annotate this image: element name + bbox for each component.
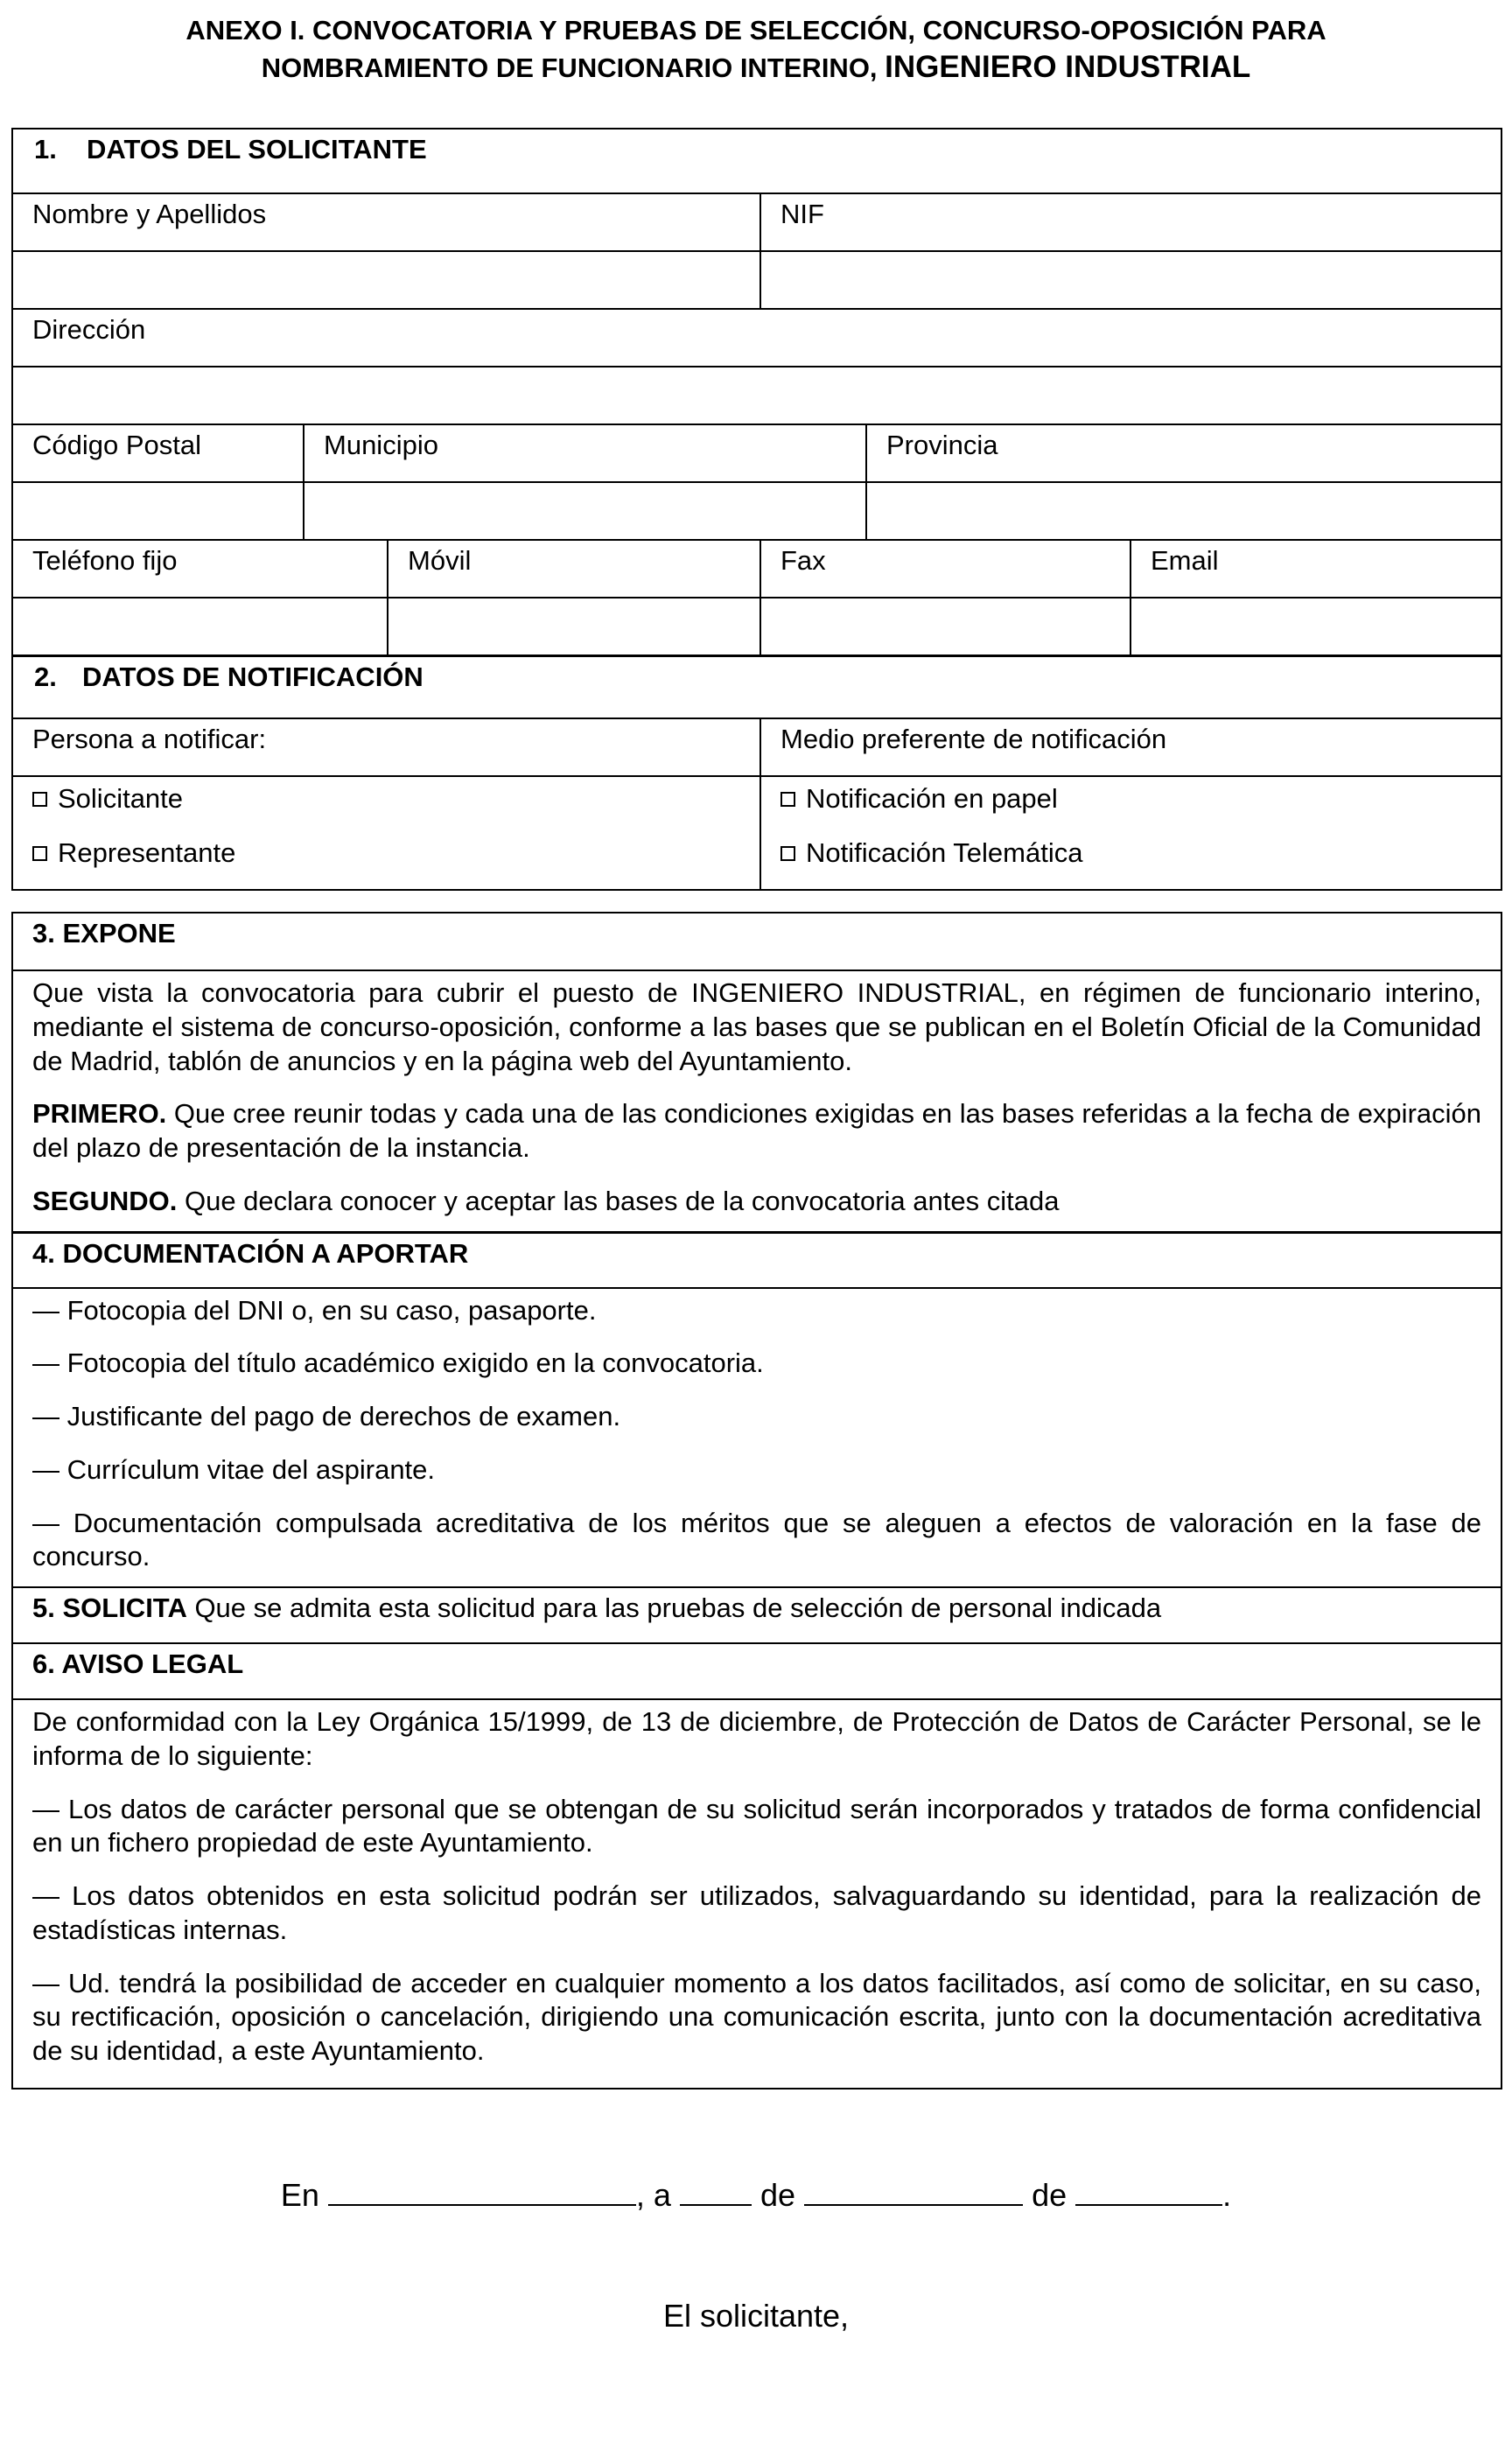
- section2-header-row: [13, 654, 1501, 718]
- telematica-checkbox[interactable]: [780, 846, 795, 861]
- name-input-row: [13, 250, 1501, 308]
- solicitante-checkbox[interactable]: [32, 792, 47, 807]
- year-prefix: de: [1032, 2177, 1068, 2213]
- fax-field[interactable]: [760, 598, 1130, 654]
- section1-title: DATOS DEL SOLICITANTE: [87, 134, 427, 164]
- email-label: Email: [1130, 541, 1501, 597]
- section3-heading: 3. EXPONE: [32, 918, 176, 948]
- section4-header-row: [13, 1231, 1501, 1287]
- month-prefix: de: [760, 2177, 796, 2213]
- section5-row: [13, 1586, 1501, 1642]
- date-period: .: [1222, 2177, 1232, 2213]
- postal-code-field[interactable]: [13, 483, 303, 539]
- segundo-text: Que declara conocer y aceptar las bases de la convocatoria antes citada: [177, 1185, 1060, 1216]
- section5-heading: 5. SOLICITA: [32, 1592, 187, 1623]
- section2-number: 2.: [34, 662, 57, 692]
- medium-options: [760, 777, 1501, 889]
- segundo-paragraph: [32, 1185, 1481, 1219]
- representante-checkbox[interactable]: [32, 846, 47, 861]
- notification-medium-label: Medio preferente de notificación: [760, 719, 1501, 775]
- section4-body-row: [13, 1287, 1501, 1587]
- doc-item: — Documentación compulsada acreditativa de los méritos que se aleguen a efectos de valoración en la fase de concurso.: [32, 1507, 1481, 1572]
- representante-label: Representante: [58, 837, 236, 868]
- nif-field[interactable]: [760, 252, 1501, 308]
- place-label: En: [280, 2177, 319, 2213]
- municipality-label: Municipio: [303, 425, 865, 481]
- section6-body-row: [13, 1698, 1501, 2088]
- section4-body: [13, 1289, 1501, 1587]
- mobile-label: Móvil: [387, 541, 760, 597]
- notification-options-row: [13, 775, 1501, 889]
- applicant-and-notification-table: [11, 128, 1502, 891]
- place-date-line: [0, 2174, 1512, 2217]
- section6-heading: 6. AVISO LEGAL: [32, 1648, 244, 1679]
- location-input-row: [13, 481, 1501, 539]
- postal-code-label: Código Postal: [32, 430, 202, 460]
- doc-item: — Fotocopia del DNI o, en su caso, pasaporte.: [32, 1294, 597, 1326]
- email-field[interactable]: [1130, 598, 1501, 654]
- section3-body: [13, 971, 1501, 1231]
- day-prefix: , a: [635, 2177, 671, 2213]
- province-label: Provincia: [865, 425, 1501, 481]
- address-label: Dirección: [32, 314, 146, 345]
- section5-text: [13, 1588, 1501, 1642]
- primero-text: Que cree reunir todas y cada una de las condiciones exigidas en las bases referidas a la fecha de expiración del plazo de presentación de la instancia.: [32, 1098, 1481, 1163]
- document-title: [0, 12, 1512, 87]
- papel-checkbox[interactable]: [780, 792, 795, 807]
- section1-heading: [13, 130, 1501, 192]
- primero-paragraph: [32, 1097, 1481, 1166]
- section1-header-row: [13, 130, 1501, 192]
- title-line-2-prefix: NOMBRAMIENTO DE FUNCIONARIO INTERINO,: [261, 52, 886, 83]
- address-label-row: [13, 308, 1501, 366]
- expone-paragraph: Que vista la convocatoria para cubrir el puesto de INGENIERO INDUSTRIAL, en régimen de funcionario interino, mediante el sistema de concurso-oposición, conforme a las bases que se publican en el Boletín Oficial de la Comunidad de Madrid, tablón de anuncios y en la página web del Ayuntamiento.: [32, 977, 1481, 1076]
- primero-label: PRIMERO.: [32, 1098, 167, 1130]
- person-options: [13, 777, 760, 889]
- doc-item: — Fotocopia del título académico exigido en la convocatoria.: [32, 1348, 764, 1379]
- contact-input-row: [13, 597, 1501, 654]
- place-field[interactable]: [328, 2180, 636, 2206]
- legal-intro: De conformidad con la Ley Orgánica 15/1999, de 13 de diciembre, de Protección de Datos de Carácter Personal, se le informa de lo siguiente:: [32, 1706, 1481, 1771]
- signature-label: El solicitante,: [662, 2298, 850, 2334]
- address-input-row: [13, 366, 1501, 424]
- municipality-field[interactable]: [303, 483, 865, 539]
- option-solicitante[interactable]: [32, 782, 740, 836]
- name-label: Nombre y Apellidos: [32, 199, 267, 229]
- option-telematica[interactable]: [780, 836, 1481, 871]
- nif-label: NIF: [760, 194, 1501, 250]
- section1-number: 1.: [34, 134, 57, 164]
- solicitante-label: Solicitante: [58, 783, 184, 814]
- telematica-label: Notificación Telemática: [806, 837, 1083, 868]
- doc-item: — Currículum vitae del aspirante.: [32, 1453, 436, 1485]
- section2-heading: [13, 657, 1501, 718]
- doc-item: — Justificante del pago de derechos de examen.: [32, 1401, 621, 1432]
- section3-body-row: [13, 970, 1501, 1231]
- contact-label-row: [13, 539, 1501, 597]
- province-field[interactable]: [865, 483, 1501, 539]
- mobile-field[interactable]: [387, 598, 760, 654]
- person-to-notify-label: Persona a notificar:: [32, 724, 267, 754]
- name-label-row: [13, 192, 1501, 250]
- month-field[interactable]: [804, 2180, 1023, 2206]
- address-field[interactable]: [13, 368, 1501, 424]
- year-field[interactable]: [1075, 2180, 1222, 2206]
- segundo-label: SEGUNDO.: [32, 1185, 178, 1216]
- section2-title: DATOS DE NOTIFICACIÓN: [82, 662, 424, 692]
- legal-item: — Los datos obtenidos en esta solicitud podrán ser utilizados, salvaguardando su identidad, para la realización de estadísticas internas.: [32, 1880, 1481, 1945]
- statement-table: [11, 912, 1502, 2090]
- title-line-2: [0, 49, 1512, 87]
- legal-item: — Ud. tendrá la posibilidad de acceder en cualquier momento a los datos facilitados, así como de solicitar, en su caso, su rectificación, oposición o cancelación, dirigiendo una comunicación escrita, junto con la documentación acreditativa de su identidad, a este Ayuntamiento.: [32, 1967, 1481, 2066]
- legal-item: — Los datos de carácter personal que se obtengan de su solicitud serán incorporados y tratados de forma confidencial en un fichero propiedad de este Ayuntamiento.: [32, 1793, 1481, 1858]
- section5-body: Que se admita esta solicitud para las pruebas de selección de personal indicada: [186, 1592, 1162, 1623]
- day-field[interactable]: [680, 2180, 752, 2206]
- section4-heading: 4. DOCUMENTACIÓN A APORTAR: [32, 1237, 469, 1269]
- title-line-1: ANEXO I. CONVOCATORIA Y PRUEBAS DE SELECCIÓN, CONCURSO-OPOSICIÓN PARA: [186, 15, 1326, 46]
- phone-label: Teléfono fijo: [32, 545, 178, 576]
- section3-header-row: [13, 914, 1501, 970]
- papel-label: Notificación en papel: [806, 783, 1058, 814]
- phone-field[interactable]: [13, 598, 387, 654]
- location-label-row: [13, 424, 1501, 481]
- name-field[interactable]: [13, 252, 760, 308]
- notification-label-row: [13, 718, 1501, 775]
- section6-body: [13, 1700, 1501, 2088]
- option-representante[interactable]: [32, 836, 740, 871]
- section6-header-row: [13, 1642, 1501, 1698]
- title-position: INGENIERO INDUSTRIAL: [885, 50, 1251, 84]
- option-papel[interactable]: [780, 782, 1481, 836]
- fax-label: Fax: [760, 541, 1130, 597]
